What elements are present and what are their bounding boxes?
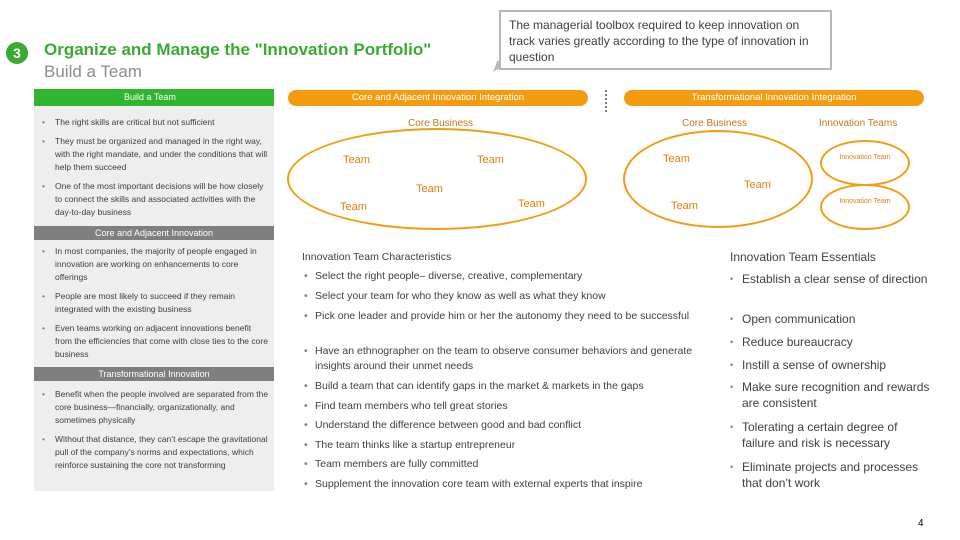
team-label: Team	[340, 201, 367, 213]
build-team-header: Build a Team	[34, 89, 274, 106]
characteristic-item: • Build a team that can identify gaps in the market & markets in the gaps	[304, 380, 644, 392]
left-bullet: • One of the most important decisions will be how closely to connect the skills and associated activities with the day-to-day business	[42, 181, 264, 217]
characteristic-item: • Select your team for who they know as well as what they know	[304, 290, 606, 302]
left-bullet: • In most companies, the majority of people engaged in innovation are working on enhancements to core offerings	[42, 246, 257, 282]
characteristics-heading: Innovation Team Characteristics	[302, 251, 452, 263]
essential-item: • Reduce bureaucracy	[730, 335, 853, 349]
section-number-badge: 3	[6, 42, 28, 64]
divider	[605, 90, 607, 112]
essential-item: • Tolerating a certain degree of failure and risk is necessary	[730, 420, 898, 450]
essential-item: • Instill a sense of ownership	[730, 358, 887, 372]
essentials-heading: Innovation Team Essentials	[730, 250, 876, 264]
left-bullet: • Even teams working on adjacent innovations benefit from the efficiencies that come with close ties to the core business	[42, 323, 268, 359]
team-label: Team	[663, 153, 690, 165]
innovation-teams-label: Innovation Teams	[819, 118, 898, 129]
left-bullet: • They must be organized and managed in the right way, with the right mandate, and under the conditions that will help them succeed	[42, 136, 268, 172]
left-bullet: • Without that distance, they can’t escape the gravitational pull of the company’s norms and expectations, which reinforce sustaining the core not transforming	[42, 434, 268, 470]
characteristic-item: • Pick one leader and provide him or her the autonomy they need to be successful	[304, 310, 690, 322]
core-adjacent-integration-pill: Core and Adjacent Innovation Integration	[288, 90, 588, 106]
characteristic-item: • Team members are fully committed	[304, 458, 479, 470]
characteristic-item: • Have an ethnographer on the team to observe consumer behaviors and generate insights around their unmet needs	[304, 345, 693, 372]
innovation-team-ellipse	[820, 184, 910, 230]
callout-box: The managerial toolbox required to keep innovation on track varies greatly according to the type of innovation in question	[499, 10, 832, 70]
team-label: Team	[477, 154, 504, 166]
core-business-label-right: Core Business	[682, 118, 748, 129]
left-bullet: • The right skills are critical but not sufficient	[42, 117, 215, 127]
characteristic-item: • Select the right people– diverse, creative, complementary	[304, 270, 583, 282]
innovation-team-label: Innovation Team	[839, 154, 891, 161]
characteristic-item: • Find team members who tell great stories	[304, 400, 508, 412]
essential-item: • Make sure recognition and rewards are consistent	[730, 380, 930, 410]
page-subtitle: Build a Team	[44, 62, 142, 81]
transformational-innovation-header: Transformational Innovation	[34, 367, 274, 381]
core-business-label-left: Core Business	[408, 118, 474, 129]
essential-item: • Open communication	[730, 312, 856, 326]
core-business-ellipse-left	[287, 128, 587, 230]
page-number: 4	[918, 518, 924, 529]
team-label: Team	[416, 183, 443, 195]
characteristic-item: • The team thinks like a startup entrepreneur	[304, 439, 516, 451]
adjacent-innovation-header: Core and Adjacent Innovation	[34, 226, 274, 240]
essential-item: • Establish a clear sense of direction	[730, 272, 928, 286]
page-title: Organize and Manage the "Innovation Portfolio"	[44, 40, 432, 59]
team-label: Team	[343, 154, 370, 166]
essential-item: • Eliminate projects and processes that don’t work	[730, 460, 919, 490]
core-business-ellipse-right	[623, 130, 813, 228]
left-bullet: • People are most likely to succeed if they remain integrated with the existing business	[42, 291, 236, 314]
team-label: Team	[744, 179, 771, 191]
characteristic-item: • Understand the difference between good and bad conflict	[304, 419, 581, 431]
transformational-integration-pill: Transformational Innovation Integration	[624, 90, 924, 106]
team-label: Team	[671, 200, 698, 212]
left-bullet: • Benefit when the people involved are separated from the core business—financially, organizationally, and sometimes physically	[42, 389, 269, 425]
team-label: Team	[518, 198, 545, 210]
innovation-team-label: Innovation Team	[839, 198, 891, 205]
innovation-team-ellipse	[820, 140, 910, 186]
characteristic-item: • Supplement the innovation core team with external experts that inspire	[304, 478, 643, 490]
